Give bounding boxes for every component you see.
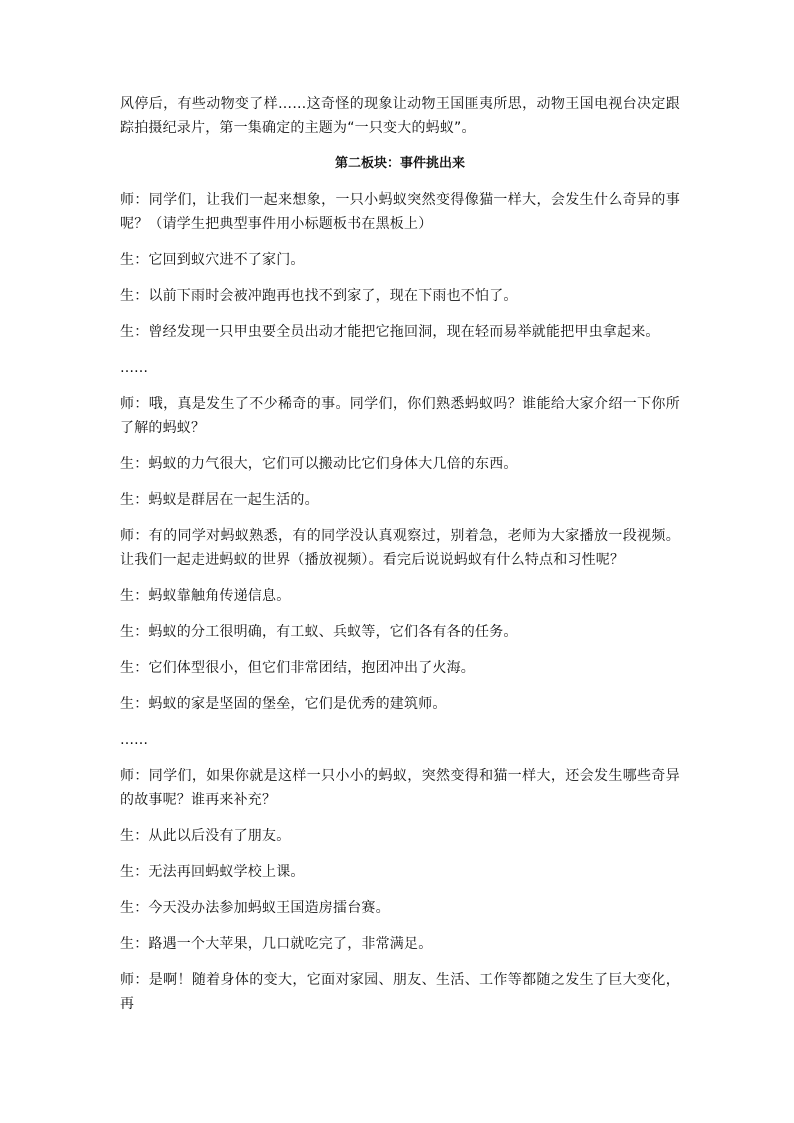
paragraph-4: 生：曾经发现一只甲虫要全员出动才能把它拖回洞，现在轻而易举就能把甲虫拿起来。 [120, 324, 660, 340]
paragraph-18: 师：是啊！随着身体的变大，它面对家园、朋友、生活、工作等都随之发生了巨大变化，再 [120, 972, 680, 1012]
paragraph-9: 生：蚂蚁靠触角传递信息。 [120, 588, 291, 604]
document-page [120, 92, 680, 1028]
ellipsis-1: …… [120, 360, 148, 376]
intro-paragraph: 风停后，有些动物变了样……这奇怪的现象让动物王国匪夷所思，动物王国电视台决定跟踪拍摄纪录片，第一集确定的主题为“一只变大的蚂蚁”。 [120, 96, 680, 136]
paragraph-1: 师：同学们，让我们一起来想象，一只小蚂蚁突然变得像猫一样大，会发生什么奇异的事呢？（请学生把典型事件用小标题板书在黑板上） [120, 192, 680, 232]
paragraph-11: 生：它们体型很小，但它们非常团结，抱团冲出了火海。 [120, 660, 475, 676]
paragraph-16: 生：今天没办法参加蚂蚁王国造房擂台赛。 [120, 900, 390, 916]
paragraph-17: 生：路遇一个大苹果，几口就吃完了，非常满足。 [120, 936, 433, 952]
paragraph-12: 生：蚂蚁的家是坚固的堡垒，它们是优秀的建筑师。 [120, 696, 447, 712]
paragraph-3: 生：以前下雨时会被冲跑再也找不到家了，现在下雨也不怕了。 [120, 288, 518, 304]
paragraph-7: 生：蚂蚁是群居在一起生活的。 [120, 492, 319, 508]
paragraph-14: 生：从此以后没有了朋友。 [120, 828, 291, 844]
paragraph-5: 师：哦，真是发生了不少稀奇的事。同学们，你们熟悉蚂蚁吗？谁能给大家介绍一下你所了解的蚂蚁？ [120, 396, 680, 436]
paragraph-15: 生：无法再回蚂蚁学校上课。 [120, 864, 305, 880]
section-heading: 第二板块：事件挑出来 [334, 156, 465, 171]
paragraph-10: 生：蚂蚁的分工很明确，有工蚁、兵蚁等，它们各有各的任务。 [120, 624, 518, 640]
paragraph-6: 生：蚂蚁的力气很大，它们可以搬动比它们身体大几倍的东西。 [120, 456, 518, 472]
ellipsis-2: …… [120, 732, 148, 748]
paragraph-8: 师：有的同学对蚂蚁熟悉，有的同学没认真观察过，别着急，老师为大家播放一段视频。让我们一起走进蚂蚁的世界（播放视频）。看完后说说蚂蚁有什么特点和习性呢？ [120, 528, 680, 568]
paragraph-13: 师：同学们，如果你就是这样一只小小的蚂蚁，突然变得和猫一样大，还会发生哪些奇异的故事呢？谁再来补充？ [120, 768, 680, 808]
paragraph-2: 生：它回到蚁穴进不了家门。 [120, 252, 305, 268]
